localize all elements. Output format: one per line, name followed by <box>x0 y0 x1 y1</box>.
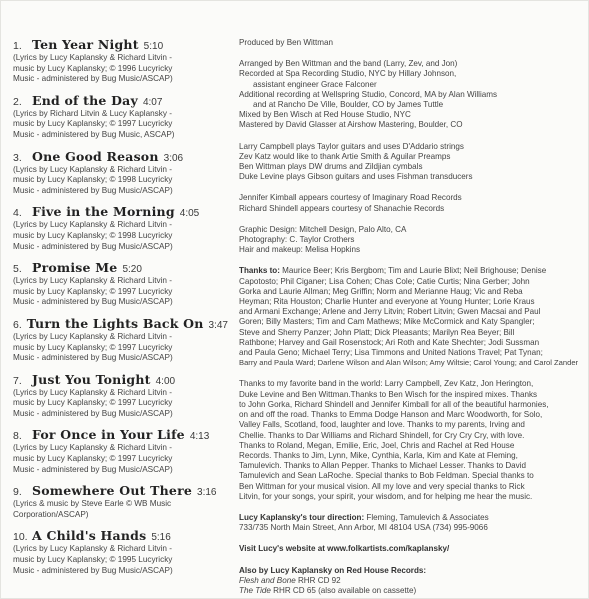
also-by-block <box>239 566 579 597</box>
also-by-label: Also by Lucy Kaplansky on Red House Records: <box>239 565 427 575</box>
track-title: End of the Day <box>32 92 138 108</box>
tour-label: Lucy Kaplansky's tour direction: <box>239 512 365 522</box>
track-number: 10. <box>13 531 28 544</box>
thanks-line: Barry and Paula Ward; Darlene Wilson and Alan Wilson; Amy Wiltsie; Carol Young; and Carol Zander <box>239 358 579 368</box>
track-item <box>13 149 228 197</box>
design-line: Photography: C. Taylor Crothers <box>239 235 355 245</box>
track-time: 4:05 <box>179 208 200 220</box>
track-item <box>13 372 228 420</box>
track-time: 5:10 <box>143 41 164 52</box>
track-number: 3. <box>13 151 22 164</box>
track-number: 9. <box>13 486 22 499</box>
design-line: Graphic Design: Mitchell Design, Palo Alto, CA <box>239 224 407 234</box>
album-title: The Tide <box>239 585 271 595</box>
band-thanks-line: to John Gorka, Richard Shindell and Jennifer Kimball for all of the beautiful harmonies, <box>239 399 549 409</box>
production-credits <box>239 59 579 130</box>
track-credit: (Lyrics by Lucy Kaplansky & Richard Litvin - music by Lucy Kaplansky; © 1995 Lucyricky Music - administered by Bug Music/ASCAP) <box>13 544 173 575</box>
thanks-label: Thanks to: <box>239 266 280 276</box>
track-title: Promise Me <box>32 260 118 276</box>
track-number: 7. <box>13 374 22 387</box>
gear-line: Larry Campbell plays Taylor guitars and uses D'Addario strings <box>239 141 464 151</box>
thanks-line: Rathbone; Harvey and Gail Rosenstock; Ari Roth and Kate Shechter; Jodi Sussman <box>239 337 540 347</box>
track-time: 5:20 <box>122 264 142 276</box>
thanks-line: Heyman; Rita Houston; Charlie Hunter and everyone at Young Hunter; Lorie Kraus <box>239 297 535 307</box>
band-thanks-block <box>239 379 579 501</box>
track-time: 3:16 <box>197 487 217 499</box>
track-title: Just You Tonight <box>32 371 151 387</box>
track-time: 4:07 <box>142 96 163 108</box>
production-line: Additional recording at Wellspring Studio, Concord, MA by Alan Williams <box>239 89 498 99</box>
thanks-line: Goren; Billy Masters; Tim and Cam Mathews; Mike McCormick and Katy Spangler; <box>239 317 535 327</box>
track-credit: (Lyrics by Lucy Kaplansky & Richard Litvin - music by Lucy Kaplansky; © 1998 Lucyricky Music - administered by Bug Music/ASCAP) <box>13 220 173 251</box>
track-time: 4:00 <box>155 375 176 387</box>
band-thanks-line: Thanks to my favorite band in the world: Larry Campbell, Zev Katz, Jon Herington, <box>239 379 534 389</box>
track-time: 3:06 <box>163 152 184 164</box>
thanks-block <box>239 266 579 368</box>
track-time: 5:16 <box>151 532 171 544</box>
track-credit: (Lyrics by Lucy Kaplansky & Richard Litvin - music by Lucy Kaplansky; © 1997 Lucyricky Music - administered by Bug Music/ASCAP) <box>13 276 173 307</box>
track-time: 4:13 <box>189 431 210 443</box>
production-line: and at Rancho De Ville, Boulder, CO by James Tuttle <box>253 100 444 110</box>
thanks-line: and Armani Exchange; Arlene and Jerry Litvin; Robert Litvin; Gwen Macsai and Paul <box>239 307 541 317</box>
thanks-line: Steve and Sherry Panzer; John Platt; Dick Pleasants; Marilyn Rea Beyer; Bill <box>239 327 515 337</box>
track-item <box>13 316 228 364</box>
production-line: Recorded at Spa Recording Studio, NYC by Hillary Johnson, <box>239 69 457 79</box>
gear-line: Zev Katz would like to thank Artie Smith & Aguilar Preamps <box>239 151 451 161</box>
thanks-line: Maurice Beer; Kris Bergbom; Tim and Laurie Blixt; Neil Brighouse; Denise <box>279 266 547 276</box>
band-thanks-line: Chellie. Thanks to Dar Williams and Richard Shindell, for Cry Cry Cry, with love. <box>239 430 525 440</box>
track-title: Ten Year Night <box>32 37 139 52</box>
courtesy-line: Jennifer Kimball appears courtesy of Imaginary Road Records <box>239 193 462 203</box>
track-title: Five in the Morning <box>32 204 175 220</box>
production-line: Mastered by David Glasser at Airshow Mastering, Boulder, CO <box>239 120 463 130</box>
thanks-line: Gorka and Laurie Allman; Meg Griffin; Norm and Merianne Haug; Vic and Reba <box>239 286 523 296</box>
album-title: Flesh and Bone <box>239 575 296 585</box>
track-credit: (Lyrics & music by Steve Earle © WB Music Corporation/ASCAP) <box>13 499 172 519</box>
tour-address: 733/735 North Main Street, Ann Arbor, MI 48104 USA (734) 995-9066 <box>239 523 488 533</box>
track-item <box>13 427 228 475</box>
track-number: 1. <box>13 40 22 52</box>
track-title: A Child's Hands <box>32 528 147 544</box>
band-thanks-line: on and off the road. Thanks to Emma Dodge Hanson and Marc Woodworth, for Solo, <box>239 410 543 420</box>
album-catalog: RHR CD 65 (also available on cassette) <box>270 585 417 595</box>
design-line: Hair and makeup: Melisa Hopkins <box>239 245 361 255</box>
track-item <box>13 93 228 141</box>
courtesy-credits <box>239 193 579 213</box>
gear-credits <box>239 142 579 183</box>
track-credit: (Lyrics by Lucy Kaplansky & Richard Litvin - music by Lucy Kaplansky; © 1996 Lucyricky Music - administered by Bug Music/ASCAP) <box>13 53 173 84</box>
track-credit: (Lyrics by Lucy Kaplansky & Richard Litvin - music by Lucy Kaplansky; © 1997 Lucyricky Music - administered by Bug Music/ASCAP) <box>13 331 173 363</box>
track-credit: (Lyrics by Richard Litvin & Lucy Kaplansky - music by Lucy Kaplansky; © 1997 Lucyricky Music - administered by Bug Music, ASCAP) <box>13 108 175 139</box>
producer-line: Produced by Ben Wittman <box>239 38 334 47</box>
tour-agency: Fleming, Tamulevich & Associates <box>364 512 489 522</box>
track-credit: (Lyrics by Lucy Kaplansky & Richard Litvin - music by Lucy Kaplansky; © 1997 Lucyricky Music - administered by Bug Music/ASCAP) <box>13 443 173 474</box>
track-title: Somewhere Out There <box>32 483 193 499</box>
track-item <box>13 37 228 85</box>
band-thanks-line: Ben Wittman for your musical vision. All my love and very special thanks to Rick <box>239 481 525 491</box>
track-time: 3:47 <box>208 319 228 331</box>
website-line: Visit Lucy's website at www.folkartists.com/kaplansky/ <box>239 544 450 554</box>
track-number: 8. <box>13 430 22 443</box>
track-item <box>13 483 228 520</box>
track-number: 6. <box>13 318 22 331</box>
band-thanks-line: Valley Falls, Scotland, food, laughter and love. Thanks to my parents, Irving and <box>239 420 525 430</box>
track-title: One Good Reason <box>32 148 159 164</box>
track-credit: (Lyrics by Lucy Kaplansky & Richard Litvin - music by Lucy Kaplansky; © 1998 Lucyricky Music - administered by Bug Music/ASCAP) <box>13 164 173 195</box>
courtesy-line: Richard Shindell appears courtesy of Shanachie Records <box>239 203 445 213</box>
band-thanks-line: Duke Levine and Ben Wittman.Thanks to Ben Wisch for the inspired mixes. Thanks <box>239 389 538 399</box>
band-thanks-line: Litvin, for your songs, your spirit, your wisdom, and for helping me hear the music. <box>239 491 533 501</box>
track-item <box>13 204 228 252</box>
gear-line: Duke Levine plays Gibson guitars and uses Fishman transducers <box>239 172 473 182</box>
track-number: 2. <box>13 95 22 108</box>
track-item <box>13 528 228 576</box>
band-thanks-line: Records. Thanks to Jim, Lynn, Mike, Cynthia, Karla, Kim and Kate at Fleming, <box>239 450 518 460</box>
track-number: 5. <box>13 263 22 276</box>
production-line: Arranged by Ben Wittman and the band (Larry, Zev, and Jon) <box>239 59 458 69</box>
band-thanks-line: Thanks to Roland, Megan, Emilie, Eric, Joel, Chris and Rachel at Red House <box>239 440 515 450</box>
thanks-line: and Paula Geno; Michael Terry; Lisa Timmons and United Nations Travel; Pat Tynan; <box>239 348 543 358</box>
production-line: Mixed by Ben Wisch at Red House Studio, NYC <box>239 110 411 120</box>
track-title: For Once in Your Life <box>32 427 185 443</box>
band-thanks-line: Tamulevich. Thanks to Allan Pepper. Thanks to Michael Lesser. Thanks to David <box>239 461 527 471</box>
gear-line: Ben Wittman plays DW drums and Zildjian cymbals <box>239 162 423 172</box>
track-credit: (Lyrics by Lucy Kaplansky & Richard Litvin - music by Lucy Kaplansky; © 1997 Lucyricky Music - administered by Bug Music/ASCAP) <box>13 387 173 418</box>
track-item <box>13 260 228 308</box>
design-credits <box>239 225 579 256</box>
tour-block <box>239 513 579 533</box>
thanks-line: Capotosto; Phil Ciganer; Lisa Cohen; Chas Cole; Catie Curtis; Nina Gerber; John <box>239 276 530 286</box>
album-catalog: RHR CD 92 <box>295 575 341 585</box>
track-list <box>13 37 228 584</box>
website-block <box>239 544 579 554</box>
track-number: 4. <box>13 207 22 220</box>
band-thanks-line: Tamulevich and Sean LaRoche. Special thanks to Bob Feldman. Special thanks to <box>239 471 534 481</box>
production-line: assistant engineer Grace Falconer <box>253 79 377 89</box>
liner-credits <box>239 38 579 596</box>
track-title: Turn the Lights Back On <box>26 315 204 331</box>
